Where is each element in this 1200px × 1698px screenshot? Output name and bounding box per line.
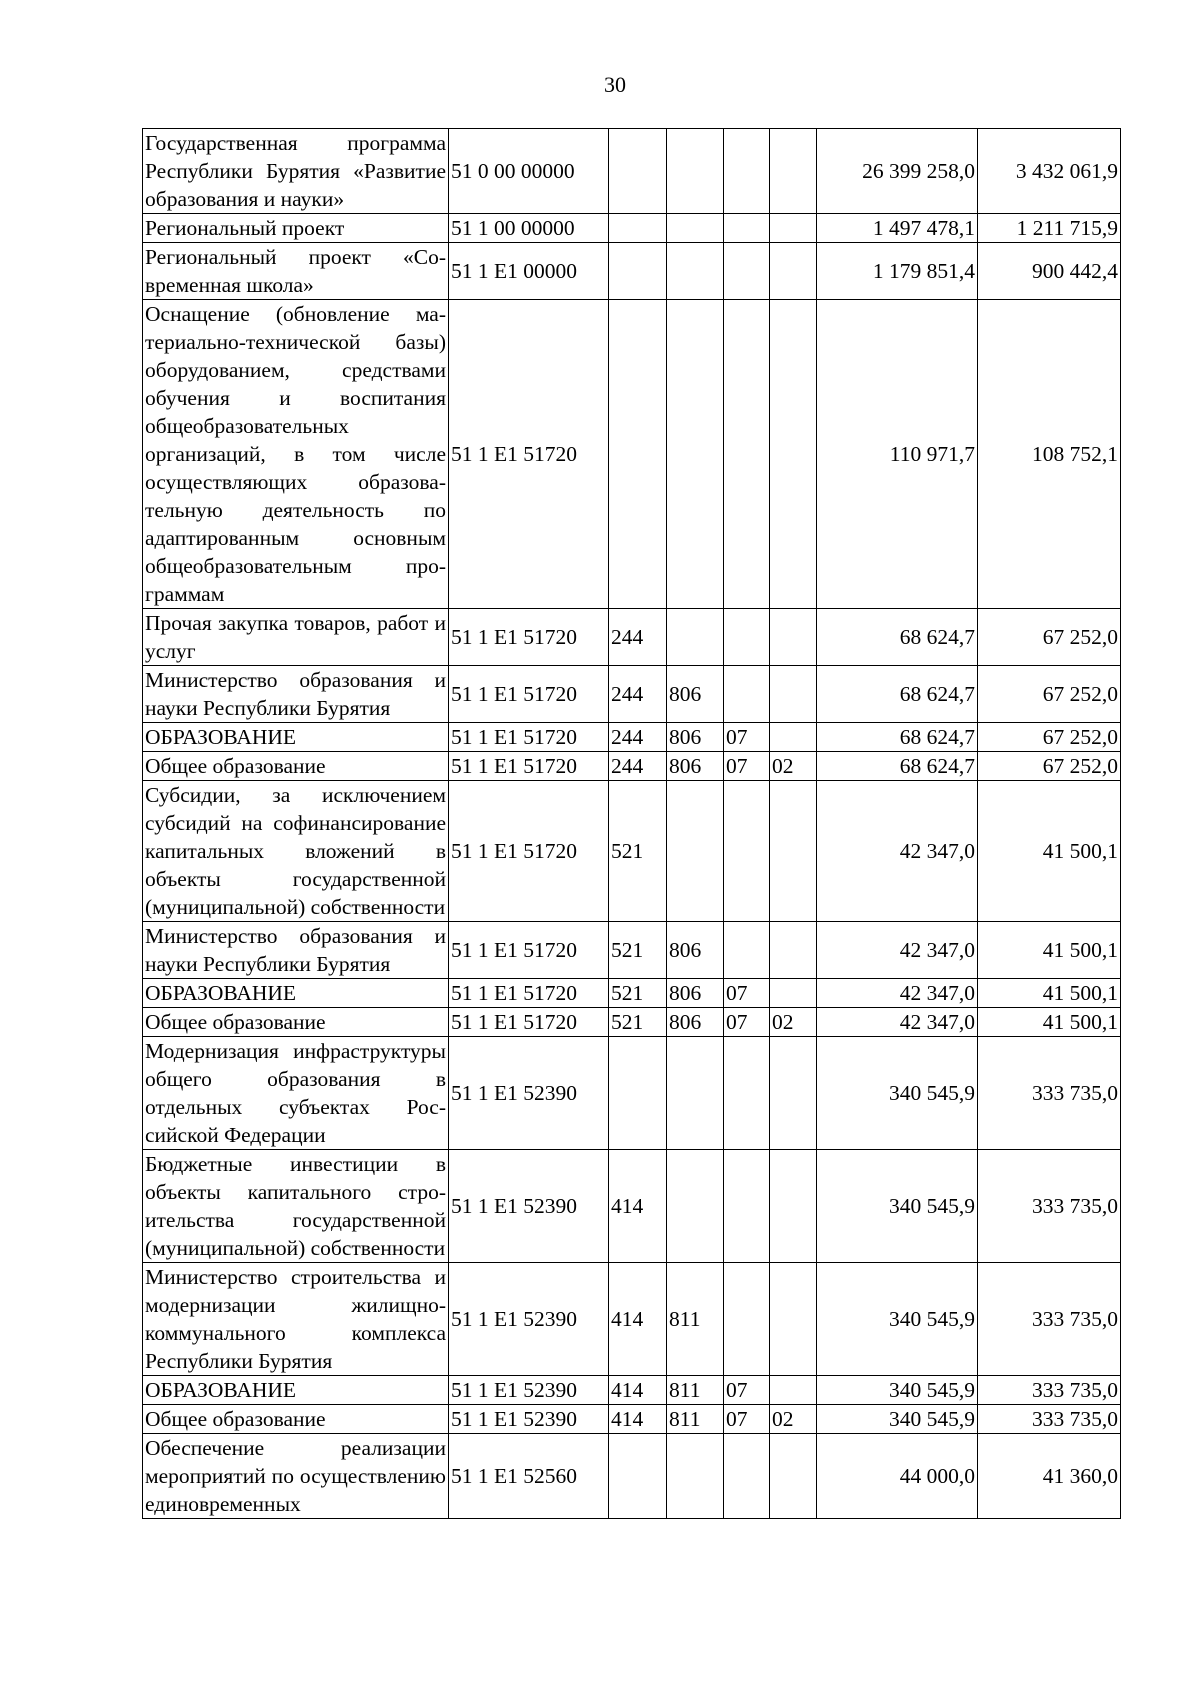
amount-1: 42 347,0 xyxy=(817,1008,978,1037)
amount-2: 67 252,0 xyxy=(978,723,1121,752)
row-name: Региональный проект «Современная школа» xyxy=(143,243,449,300)
ministry-code xyxy=(667,1434,724,1519)
expense-type-code xyxy=(609,1037,667,1150)
amount-2: 900 442,4 xyxy=(978,243,1121,300)
target-article-code: 51 1 E1 51720 xyxy=(449,979,609,1008)
section-code xyxy=(724,300,770,609)
row-name: Министерство образования и науки Республики Бурятия xyxy=(143,922,449,979)
row-name: Общее образование xyxy=(143,1405,449,1434)
ministry-code: 806 xyxy=(667,752,724,781)
row-name: Модернизация инфраструктуры общего образования в отдельных субъектах Российской Федерации xyxy=(143,1037,449,1150)
ministry-code: 811 xyxy=(667,1405,724,1434)
section-code xyxy=(724,666,770,723)
row-name: Оснащение (обновление материально-технической базы) оборудованием, средствами обучения и воспитания общеобразовательных организаций, в том числе осуществляющих образовательную деятельность по адаптированным основным общеобразовательным программам xyxy=(143,300,449,609)
section-code xyxy=(724,214,770,243)
expense-type-code: 244 xyxy=(609,609,667,666)
ministry-code xyxy=(667,1037,724,1150)
row-name: Министерство образования и науки Республики Бурятия xyxy=(143,666,449,723)
subsection-code xyxy=(770,781,817,922)
subsection-code: 02 xyxy=(770,1405,817,1434)
expense-type-code: 521 xyxy=(609,1008,667,1037)
row-name: Общее образование xyxy=(143,752,449,781)
section-code: 07 xyxy=(724,1405,770,1434)
amount-2: 41 500,1 xyxy=(978,781,1121,922)
amount-1: 1 179 851,4 xyxy=(817,243,978,300)
amount-2: 333 735,0 xyxy=(978,1405,1121,1434)
subsection-code xyxy=(770,129,817,214)
page-number: 30 xyxy=(604,72,626,97)
subsection-code xyxy=(770,979,817,1008)
row-name: ОБРАЗОВАНИЕ xyxy=(143,979,449,1008)
target-article-code: 51 1 E1 51720 xyxy=(449,666,609,723)
section-code: 07 xyxy=(724,1376,770,1405)
amount-2: 67 252,0 xyxy=(978,752,1121,781)
target-article-code: 51 1 E1 51720 xyxy=(449,300,609,609)
section-code xyxy=(724,922,770,979)
table-row xyxy=(143,922,1121,979)
table-row xyxy=(143,1263,1121,1376)
amount-2: 67 252,0 xyxy=(978,609,1121,666)
table-row xyxy=(143,609,1121,666)
amount-1: 42 347,0 xyxy=(817,979,978,1008)
section-code: 07 xyxy=(724,723,770,752)
ministry-code: 806 xyxy=(667,979,724,1008)
section-code xyxy=(724,609,770,666)
section-code: 07 xyxy=(724,979,770,1008)
row-name: ОБРАЗОВАНИЕ xyxy=(143,723,449,752)
row-name: Прочая закупка товаров, работ и услуг xyxy=(143,609,449,666)
budget-table xyxy=(142,128,1121,1519)
target-article-code: 51 1 E1 51720 xyxy=(449,609,609,666)
subsection-code xyxy=(770,1376,817,1405)
amount-1: 68 624,7 xyxy=(817,723,978,752)
row-name: Общее образование xyxy=(143,1008,449,1037)
table-row xyxy=(143,723,1121,752)
target-article-code: 51 1 E1 52390 xyxy=(449,1263,609,1376)
row-name: Региональный проект xyxy=(143,214,449,243)
expense-type-code: 414 xyxy=(609,1376,667,1405)
expense-type-code: 244 xyxy=(609,752,667,781)
ministry-code: 811 xyxy=(667,1376,724,1405)
target-article-code: 51 1 E1 52390 xyxy=(449,1405,609,1434)
section-code xyxy=(724,781,770,922)
expense-type-code: 521 xyxy=(609,922,667,979)
section-code xyxy=(724,1434,770,1519)
ministry-code: 806 xyxy=(667,1008,724,1037)
target-article-code: 51 1 E1 51720 xyxy=(449,723,609,752)
amount-1: 68 624,7 xyxy=(817,666,978,723)
amount-1: 42 347,0 xyxy=(817,781,978,922)
table-row xyxy=(143,1405,1121,1434)
section-code xyxy=(724,243,770,300)
row-name: Обеспечение реализации мероприятий по осуществлению единовременных xyxy=(143,1434,449,1519)
section-code: 07 xyxy=(724,752,770,781)
expense-type-code: 414 xyxy=(609,1263,667,1376)
ministry-code xyxy=(667,781,724,922)
amount-1: 1 497 478,1 xyxy=(817,214,978,243)
target-article-code: 51 1 E1 52390 xyxy=(449,1376,609,1405)
subsection-code xyxy=(770,1434,817,1519)
table-row xyxy=(143,666,1121,723)
amount-1: 110 971,7 xyxy=(817,300,978,609)
target-article-code: 51 1 E1 52560 xyxy=(449,1434,609,1519)
amount-1: 340 545,9 xyxy=(817,1037,978,1150)
ministry-code xyxy=(667,214,724,243)
ministry-code xyxy=(667,129,724,214)
table-row xyxy=(143,1150,1121,1263)
row-name: Министерство строительства и модернизации жилищно-коммунального комплекса Республики Бурятия xyxy=(143,1263,449,1376)
amount-1: 68 624,7 xyxy=(817,609,978,666)
expense-type-code xyxy=(609,1434,667,1519)
target-article-code: 51 1 E1 52390 xyxy=(449,1150,609,1263)
target-article-code: 51 1 00 00000 xyxy=(449,214,609,243)
row-name: Субсидии, за исключением субсидий на софинансирование капитальных вложений в объекты государственной (муниципальной) собственности xyxy=(143,781,449,922)
ministry-code xyxy=(667,1150,724,1263)
expense-type-code xyxy=(609,243,667,300)
ministry-code xyxy=(667,609,724,666)
section-code: 07 xyxy=(724,1008,770,1037)
amount-2: 41 500,1 xyxy=(978,1008,1121,1037)
amount-1: 26 399 258,0 xyxy=(817,129,978,214)
amount-2: 108 752,1 xyxy=(978,300,1121,609)
subsection-code xyxy=(770,666,817,723)
row-name: Бюджетные инвестиции в объекты капитального строительства государственной (муниципальной) собственности xyxy=(143,1150,449,1263)
target-article-code: 51 1 E1 52390 xyxy=(449,1037,609,1150)
subsection-code xyxy=(770,922,817,979)
amount-2: 3 432 061,9 xyxy=(978,129,1121,214)
subsection-code xyxy=(770,243,817,300)
ministry-code: 806 xyxy=(667,666,724,723)
amount-1: 340 545,9 xyxy=(817,1263,978,1376)
amount-2: 333 735,0 xyxy=(978,1150,1121,1263)
amount-2: 333 735,0 xyxy=(978,1037,1121,1150)
table-row xyxy=(143,781,1121,922)
subsection-code xyxy=(770,723,817,752)
target-article-code: 51 1 E1 51720 xyxy=(449,1008,609,1037)
subsection-code: 02 xyxy=(770,1008,817,1037)
section-code xyxy=(724,1263,770,1376)
expense-type-code: 414 xyxy=(609,1150,667,1263)
amount-1: 68 624,7 xyxy=(817,752,978,781)
amount-2: 67 252,0 xyxy=(978,666,1121,723)
table-row xyxy=(143,214,1121,243)
amount-1: 340 545,9 xyxy=(817,1150,978,1263)
amount-2: 333 735,0 xyxy=(978,1376,1121,1405)
expense-type-code xyxy=(609,300,667,609)
amount-2: 41 500,1 xyxy=(978,979,1121,1008)
subsection-code xyxy=(770,1037,817,1150)
amount-1: 44 000,0 xyxy=(817,1434,978,1519)
expense-type-code xyxy=(609,129,667,214)
amount-2: 41 360,0 xyxy=(978,1434,1121,1519)
target-article-code: 51 1 E1 00000 xyxy=(449,243,609,300)
subsection-code xyxy=(770,214,817,243)
ministry-code xyxy=(667,300,724,609)
table-row xyxy=(143,752,1121,781)
amount-2: 333 735,0 xyxy=(978,1263,1121,1376)
section-code xyxy=(724,129,770,214)
expense-type-code: 244 xyxy=(609,666,667,723)
table-row xyxy=(143,1376,1121,1405)
row-name: Государственная программа Республики Бурятия «Развитие образования и науки» xyxy=(143,129,449,214)
ministry-code xyxy=(667,243,724,300)
amount-1: 340 545,9 xyxy=(817,1376,978,1405)
table-row xyxy=(143,979,1121,1008)
target-article-code: 51 1 E1 51720 xyxy=(449,781,609,922)
ministry-code: 806 xyxy=(667,922,724,979)
amount-2: 41 500,1 xyxy=(978,922,1121,979)
subsection-code xyxy=(770,1263,817,1376)
subsection-code xyxy=(770,609,817,666)
amount-2: 1 211 715,9 xyxy=(978,214,1121,243)
table-row xyxy=(143,129,1121,214)
table-body xyxy=(143,129,1121,1519)
section-code xyxy=(724,1037,770,1150)
target-article-code: 51 1 E1 51720 xyxy=(449,752,609,781)
expense-type-code: 521 xyxy=(609,979,667,1008)
section-code xyxy=(724,1150,770,1263)
table-row xyxy=(143,300,1121,609)
ministry-code: 806 xyxy=(667,723,724,752)
expense-type-code: 244 xyxy=(609,723,667,752)
amount-1: 340 545,9 xyxy=(817,1405,978,1434)
subsection-code xyxy=(770,1150,817,1263)
amount-1: 42 347,0 xyxy=(817,922,978,979)
ministry-code: 811 xyxy=(667,1263,724,1376)
expense-type-code: 521 xyxy=(609,781,667,922)
subsection-code xyxy=(770,300,817,609)
expense-type-code xyxy=(609,214,667,243)
table-row xyxy=(143,1434,1121,1519)
target-article-code: 51 0 00 00000 xyxy=(449,129,609,214)
table-row xyxy=(143,1037,1121,1150)
table-row xyxy=(143,1008,1121,1037)
table-row xyxy=(143,243,1121,300)
expense-type-code: 414 xyxy=(609,1405,667,1434)
row-name: ОБРАЗОВАНИЕ xyxy=(143,1376,449,1405)
subsection-code: 02 xyxy=(770,752,817,781)
target-article-code: 51 1 E1 51720 xyxy=(449,922,609,979)
